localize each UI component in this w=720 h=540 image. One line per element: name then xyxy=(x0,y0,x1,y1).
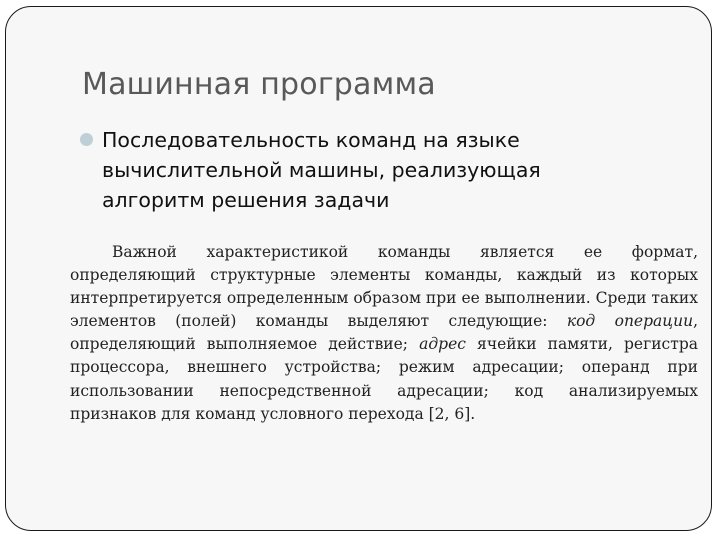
excerpt-text-part3: ячейки памяти, регистра процессора, внешнего устройства; режим адресации; операнд при использовании непосредственной адресации; код анализируемых признаков для команд условного перехода [2, 6]. xyxy=(70,335,698,423)
slide-frame xyxy=(5,6,712,531)
excerpt-text-part2: , определяющий выполняемое действие; xyxy=(70,312,698,354)
bullet-dot-icon xyxy=(80,133,93,146)
bullet-item xyxy=(80,125,640,215)
bullet-text: Последовательность команд на языке вычислительной машины, реализующая алгоритм решения задачи xyxy=(102,128,541,212)
slide-title: Машинная программа xyxy=(82,67,436,102)
scanned-text-excerpt xyxy=(70,241,698,426)
excerpt-text-part1: Важной характеристикой команды является ее формат, определяющий структурные элементы команды, каждый из которых интерпретируется определенным образом при ее выполнении. Среди таких элементов (полей) команды выделяют следующие: xyxy=(70,243,698,331)
excerpt-term-opcode: код операции xyxy=(566,312,694,331)
excerpt-term-address: адрес xyxy=(419,335,466,354)
